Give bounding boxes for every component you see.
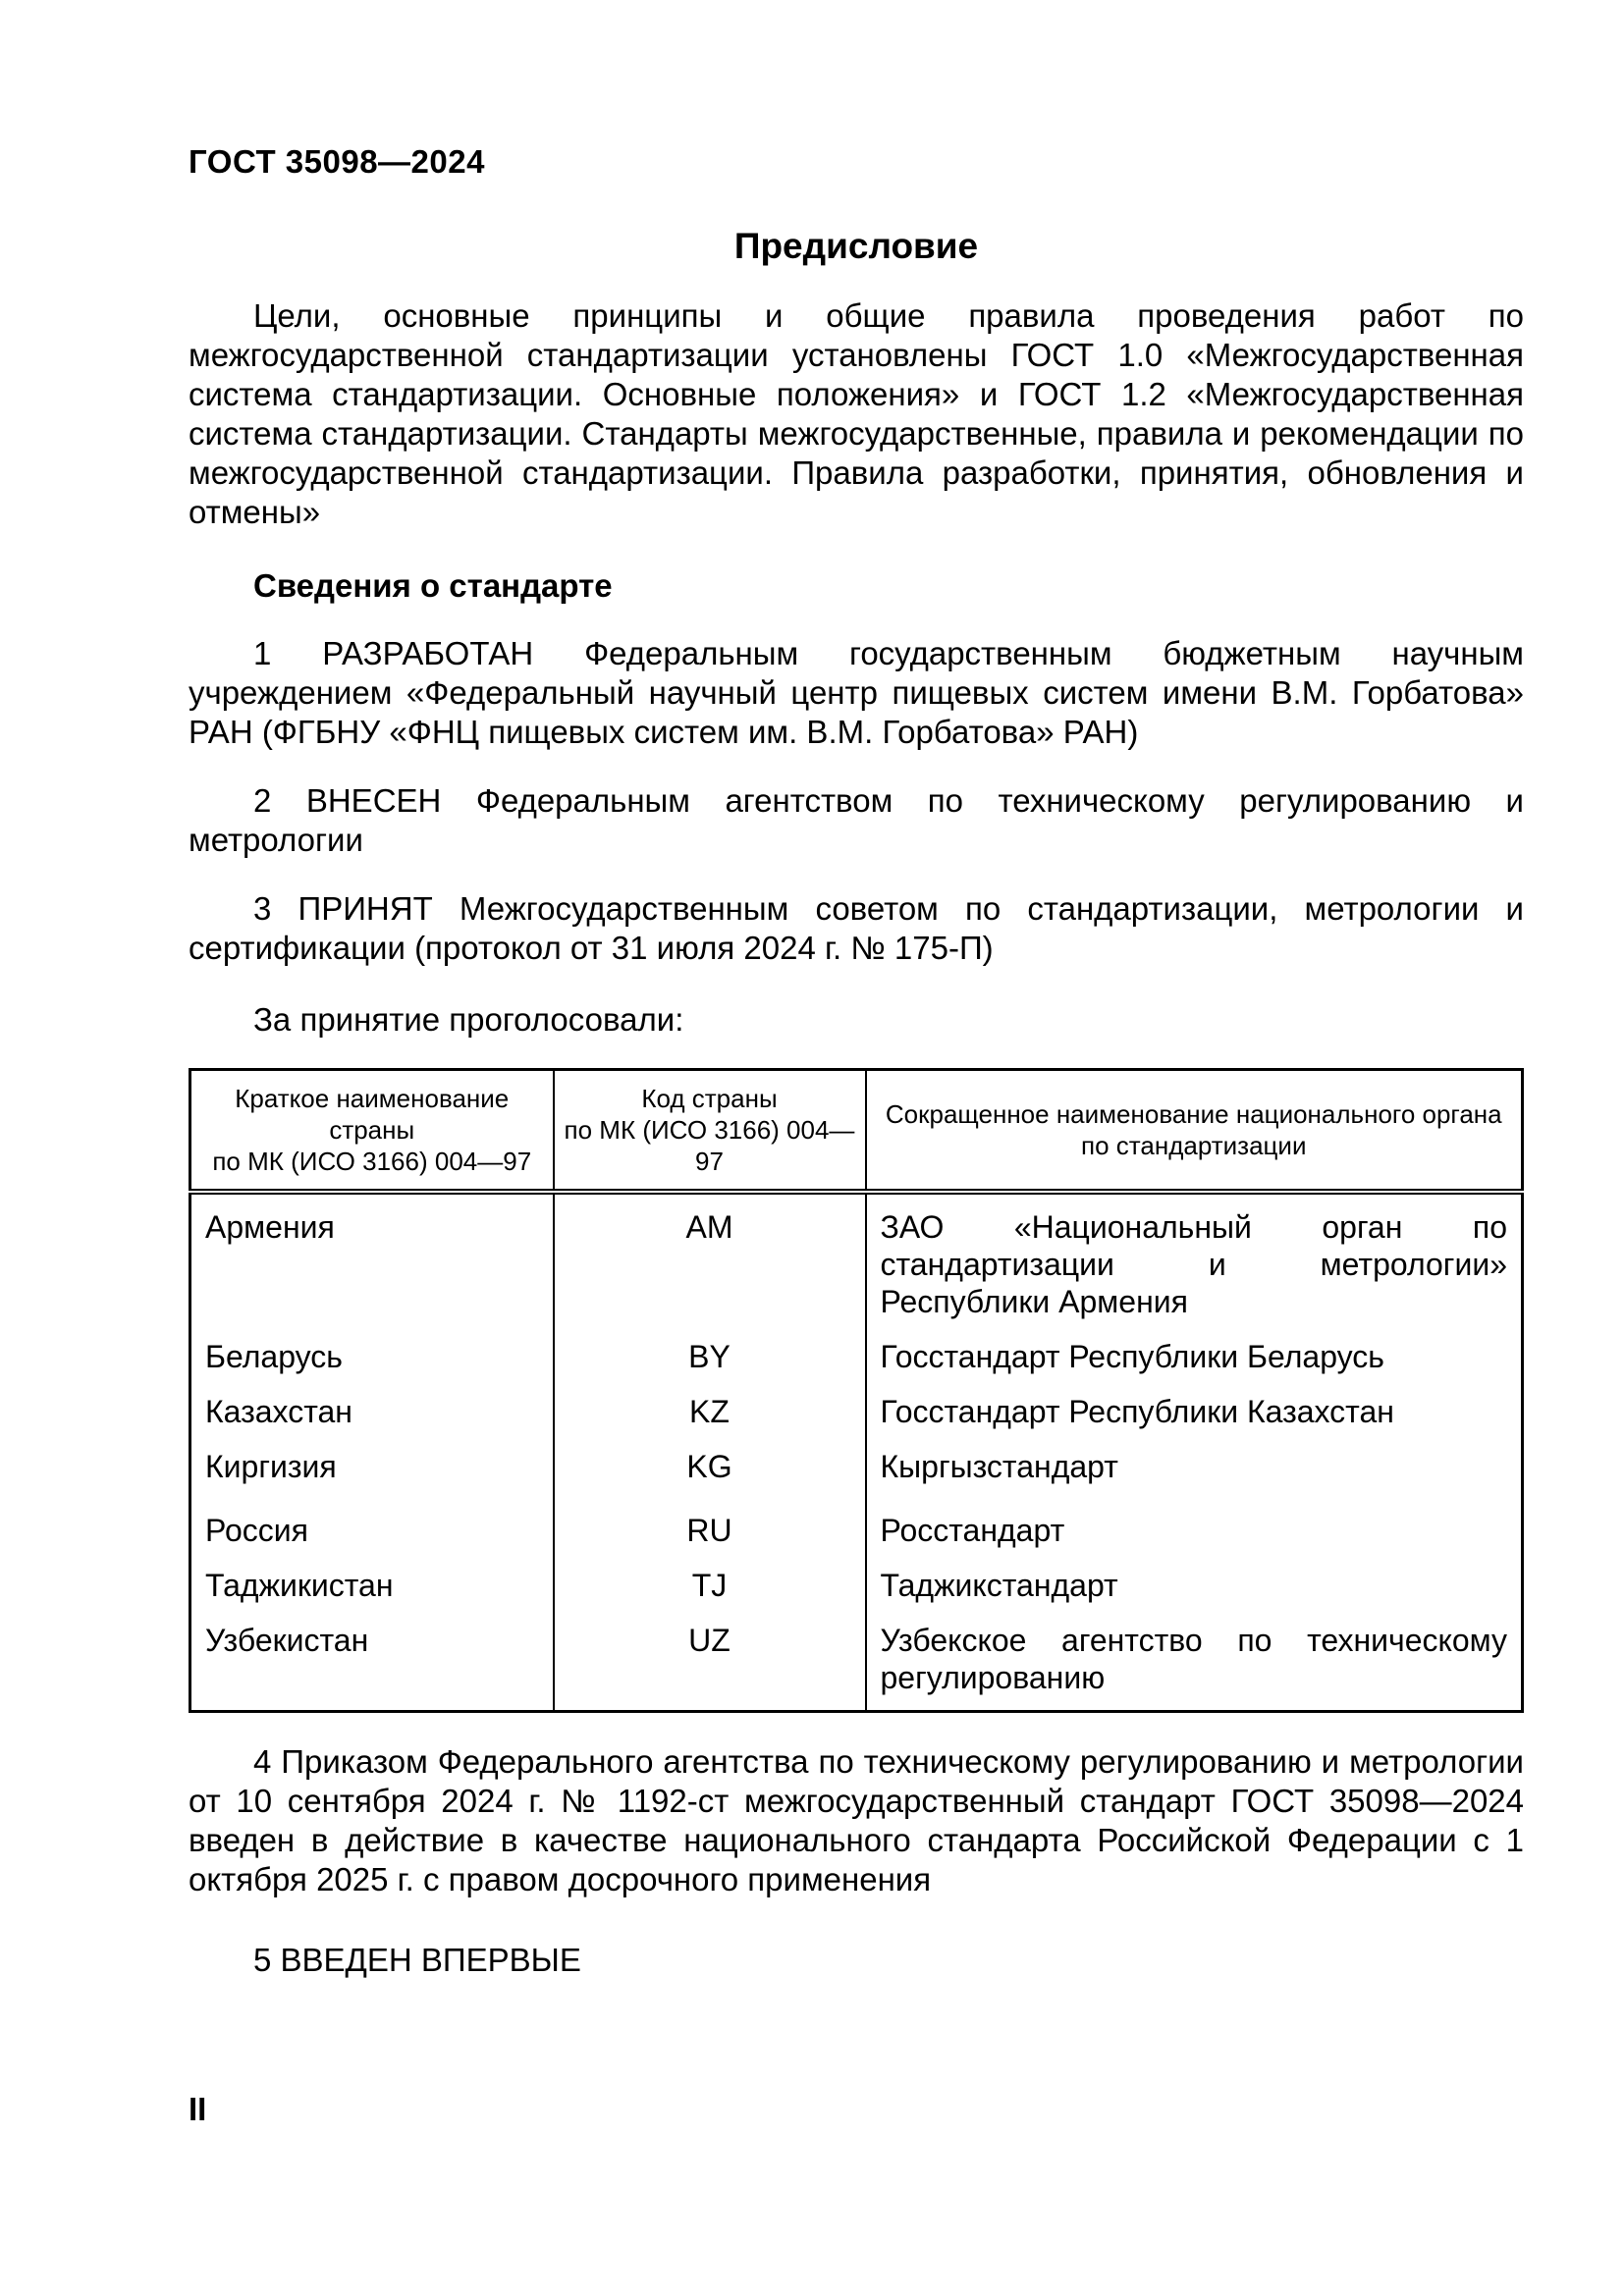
country-cell: Узбекистан [190,1613,554,1712]
table-row [190,1384,1523,1439]
document-code-header: ГОСТ 35098—2024 [189,143,485,180]
country-cell: Таджикистан [190,1558,554,1613]
org-cell: Госстандарт Республики Беларусь [866,1329,1523,1384]
foreword-item-2: 2 ВНЕСЕН Федеральным агентством по техническому регулированию и метрологии [189,782,1524,858]
code-cell: BY [554,1329,866,1384]
org-cell: Таджикстандарт [866,1558,1523,1613]
table-header-org: Сокращенное наименование национального органа по стандартизации [866,1070,1523,1193]
foreword-item-3: 3 ПРИНЯТ Межгосударственным советом по стандартизации, метрологии и сертификации (протокол от 31 июля 2024 г. № 175-П) [189,890,1524,966]
org-cell: ЗАО «Национальный орган по стандартизации и метрологии» Республики Армения [866,1192,1523,1329]
table-header-country: Краткое наименование страны по МК (ИСО 3166) 004—97 [190,1070,554,1193]
code-cell: KZ [554,1384,866,1439]
country-cell: Армения [190,1192,554,1329]
intro-paragraph: Цели, основные принципы и общие правила проведения работ по межгосударственной стандартизации установлены ГОСТ 1.0 «Межгосударственная система стандартизации. Основные положения» и ГОСТ 1.2 «Межгосударственная система стандартизации. Стандарты межгосударственные, правила и рекомендации по межгосударственной стандартизации. Правила разработки, принятия, обновления и отмены» [189,297,1524,530]
org-cell: Росстандарт [866,1494,1523,1558]
country-cell: Киргизия [190,1439,554,1494]
org-cell: Кыргызстандарт [866,1439,1523,1494]
foreword-item-5: 5 ВВЕДЕН ВПЕРВЫЕ [253,1942,581,1978]
country-cell: Казахстан [190,1384,554,1439]
table-row [190,1494,1523,1558]
table-row [190,1558,1523,1613]
foreword-item-1: 1 РАЗРАБОТАН Федеральным государственным бюджетным научным учреждением «Федеральный научный центр пищевых систем имени В.М. Горбатова» РАН (ФГБНУ «ФНЦ пищевых систем им. В.М. Горбатова» РАН) [189,635,1524,750]
org-cell: Госстандарт Республики Казахстан [866,1384,1523,1439]
code-cell: UZ [554,1613,866,1712]
org-cell: Узбекское агентство по техническому регулированию [866,1613,1523,1712]
vote-intro-line: За принятие проголосовали: [253,1001,684,1038]
table-row [190,1329,1523,1384]
country-cell: Беларусь [190,1329,554,1384]
table-header-row [190,1070,1523,1193]
code-cell: KG [554,1439,866,1494]
code-cell: TJ [554,1558,866,1613]
page-number: II [189,2091,207,2127]
code-cell: AM [554,1192,866,1329]
table-row [190,1192,1523,1329]
standard-info-heading: Сведения о стандарте [253,567,613,604]
table-header-code: Код страны по МК (ИСО 3166) 004—97 [554,1070,866,1193]
table-row [190,1439,1523,1494]
code-cell: RU [554,1494,866,1558]
page-title: Предисловие [733,226,979,266]
foreword-item-4: 4 Приказом Федерального агентства по техническому регулированию и метрологии от 10 сентября 2024 г. № 1192-ст межгосударственный стандарт ГОСТ 35098—2024 введен в действие в качестве национального стандарта Российской Федерации с 1 октября 2025 г. с правом досрочного применения [189,1743,1524,1897]
table-row [190,1613,1523,1712]
voting-table [189,1068,1524,1713]
country-cell: Россия [190,1494,554,1558]
